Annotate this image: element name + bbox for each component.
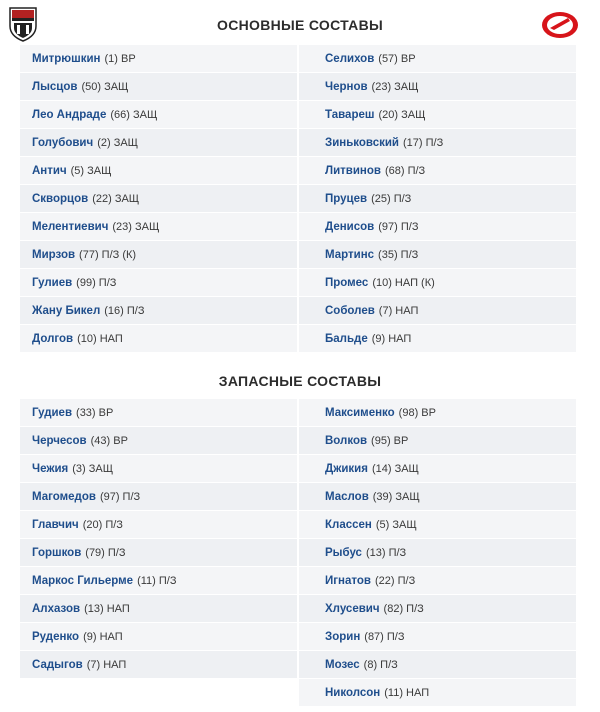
player-number-position: (20) П/З bbox=[82, 518, 123, 531]
player-name[interactable]: Антич bbox=[32, 164, 67, 177]
player-name[interactable]: Соболев bbox=[325, 304, 375, 317]
player-name[interactable]: Алхазов bbox=[32, 602, 81, 615]
player-number-position: (8) П/З bbox=[363, 658, 398, 671]
away-subs-list bbox=[299, 399, 576, 707]
player-name[interactable]: Голубович bbox=[32, 136, 94, 149]
player-number-position: (97) П/З bbox=[99, 490, 141, 503]
player-row bbox=[299, 45, 576, 73]
player-name[interactable]: Зорин bbox=[325, 630, 361, 643]
player-number-position: (5) ЗАЩ bbox=[375, 518, 417, 531]
player-row bbox=[299, 679, 576, 707]
player-row bbox=[299, 623, 576, 651]
player-row bbox=[299, 101, 576, 129]
player-number-position: (43) ВР bbox=[90, 434, 128, 447]
player-name[interactable]: Магомедов bbox=[32, 490, 96, 503]
player-name[interactable]: Руденко bbox=[32, 630, 80, 643]
player-name[interactable]: Чернов bbox=[325, 80, 368, 93]
player-number-position: (23) ЗАЩ bbox=[371, 80, 419, 93]
player-number-position: (35) П/З bbox=[378, 248, 419, 261]
player-name[interactable]: Маркос Гильерме bbox=[32, 574, 134, 587]
away-starters-list bbox=[299, 45, 576, 353]
player-number-position: (66) ЗАЩ bbox=[110, 108, 158, 121]
player-name[interactable]: Бальде bbox=[325, 332, 368, 345]
player-number-position: (95) ВР bbox=[371, 434, 409, 447]
player-name[interactable]: Гудиев bbox=[32, 406, 73, 419]
player-row bbox=[299, 129, 576, 157]
player-number-position: (7) НАП bbox=[86, 658, 127, 671]
player-name[interactable]: Долгов bbox=[32, 332, 74, 345]
player-number-position: (87) П/З bbox=[364, 630, 405, 643]
player-name[interactable]: Жану Бикел bbox=[32, 304, 101, 317]
player-name[interactable]: Главчич bbox=[32, 518, 79, 531]
player-name[interactable]: Хлусевич bbox=[325, 602, 380, 615]
player-row bbox=[20, 651, 297, 679]
player-name[interactable]: Чежия bbox=[32, 462, 69, 475]
player-number-position: (50) ЗАЩ bbox=[81, 80, 129, 93]
player-row bbox=[20, 483, 297, 511]
player-row bbox=[20, 325, 297, 353]
player-number-position: (13) П/З bbox=[365, 546, 407, 559]
player-number-position: (16) П/З bbox=[104, 304, 145, 317]
player-name[interactable]: Мозес bbox=[325, 658, 360, 671]
player-name[interactable]: Литвинов bbox=[325, 164, 381, 177]
player-number-position: (20) ЗАЩ bbox=[378, 108, 426, 121]
player-name[interactable]: Тавареш bbox=[325, 108, 375, 121]
player-row bbox=[20, 269, 297, 297]
player-name[interactable]: Зиньковский bbox=[325, 136, 399, 149]
player-number-position: (11) П/З bbox=[137, 574, 177, 587]
substitutes-title: ЗАПАСНЫЕ СОСТАВЫ bbox=[218, 373, 382, 389]
player-row bbox=[299, 483, 576, 511]
player-row bbox=[299, 539, 576, 567]
player-row bbox=[299, 455, 576, 483]
player-number-position: (7) НАП bbox=[378, 304, 419, 317]
player-row bbox=[299, 73, 576, 101]
player-name[interactable]: Мартинс bbox=[325, 248, 375, 261]
player-row bbox=[20, 297, 297, 325]
player-name[interactable]: Митрюшкин bbox=[32, 52, 101, 65]
player-number-position: (13) НАП bbox=[84, 602, 130, 615]
player-name[interactable]: Игнатов bbox=[325, 574, 371, 587]
player-row bbox=[299, 511, 576, 539]
player-row bbox=[299, 595, 576, 623]
player-name[interactable]: Лысцов bbox=[32, 80, 78, 93]
player-name[interactable]: Денисов bbox=[325, 220, 375, 233]
player-number-position: (1) ВР bbox=[104, 52, 136, 65]
player-number-position: (77) П/З (К) bbox=[79, 248, 137, 261]
player-number-position: (3) ЗАЩ bbox=[72, 462, 114, 475]
player-name[interactable]: Максименко bbox=[325, 406, 395, 419]
player-row bbox=[299, 157, 576, 185]
player-name[interactable]: Лео Андраде bbox=[32, 108, 107, 121]
home-starters-list bbox=[20, 45, 297, 353]
player-row bbox=[20, 213, 297, 241]
player-row bbox=[20, 511, 297, 539]
player-number-position: (22) ЗАЩ bbox=[92, 192, 140, 205]
player-name[interactable]: Черчесов bbox=[32, 434, 87, 447]
player-name[interactable]: Селихов bbox=[325, 52, 375, 65]
player-row bbox=[299, 241, 576, 269]
lineup-header bbox=[0, 0, 600, 45]
player-row bbox=[20, 73, 297, 101]
player-name[interactable]: Маслов bbox=[325, 490, 369, 503]
player-row bbox=[20, 595, 297, 623]
player-row bbox=[20, 101, 297, 129]
player-row bbox=[20, 129, 297, 157]
player-row bbox=[20, 455, 297, 483]
player-row bbox=[20, 157, 297, 185]
player-name[interactable]: Мелентиевич bbox=[32, 220, 109, 233]
player-number-position: (79) П/З bbox=[85, 546, 126, 559]
player-name[interactable]: Гулиев bbox=[32, 276, 73, 289]
player-row bbox=[20, 539, 297, 567]
player-number-position: (57) ВР bbox=[378, 52, 416, 65]
player-name[interactable]: Пруцев bbox=[325, 192, 368, 205]
player-row bbox=[20, 185, 297, 213]
player-row bbox=[299, 399, 576, 427]
player-row bbox=[299, 427, 576, 455]
player-name[interactable]: Горшков bbox=[32, 546, 82, 559]
player-number-position: (10) НАП bbox=[77, 332, 123, 345]
player-number-position: (39) ЗАЩ bbox=[372, 490, 420, 503]
player-row bbox=[20, 567, 297, 595]
player-name[interactable]: Классен bbox=[325, 518, 372, 531]
player-number-position: (25) П/З bbox=[371, 192, 412, 205]
player-row bbox=[20, 427, 297, 455]
player-row bbox=[20, 623, 297, 651]
player-row bbox=[299, 651, 576, 679]
player-name[interactable]: Промес bbox=[325, 276, 369, 289]
player-number-position: (5) ЗАЩ bbox=[70, 164, 112, 177]
player-row bbox=[299, 269, 576, 297]
player-number-position: (23) ЗАЩ bbox=[112, 220, 160, 233]
player-name[interactable]: Джикия bbox=[325, 462, 368, 475]
player-row bbox=[20, 45, 297, 73]
player-number-position: (2) ЗАЩ bbox=[97, 136, 138, 149]
player-number-position: (14) ЗАЩ bbox=[371, 462, 419, 475]
player-name[interactable]: Волков bbox=[325, 434, 368, 447]
player-number-position: (11) НАП bbox=[384, 686, 430, 699]
player-row bbox=[299, 325, 576, 353]
player-number-position: (68) П/З bbox=[384, 164, 426, 177]
player-number-position: (17) П/З bbox=[403, 136, 444, 149]
player-row bbox=[299, 567, 576, 595]
player-number-position: (10) НАП (К) bbox=[372, 276, 435, 289]
player-row bbox=[20, 399, 297, 427]
player-row bbox=[299, 185, 576, 213]
player-name[interactable]: Рыбус bbox=[325, 546, 362, 559]
player-name[interactable]: Скворцов bbox=[32, 192, 89, 205]
player-number-position: (33) ВР bbox=[76, 406, 114, 419]
player-name[interactable]: Николсон bbox=[325, 686, 381, 699]
player-number-position: (99) П/З bbox=[76, 276, 117, 289]
player-number-position: (97) П/З bbox=[378, 220, 419, 233]
player-number-position: (9) НАП bbox=[371, 332, 412, 345]
player-number-position: (9) НАП bbox=[83, 630, 123, 643]
player-name[interactable]: Мирзов bbox=[32, 248, 76, 261]
player-number-position: (98) ВР bbox=[398, 406, 436, 419]
player-name[interactable]: Садыгов bbox=[32, 658, 83, 671]
player-row bbox=[299, 213, 576, 241]
player-number-position: (22) П/З bbox=[374, 574, 416, 587]
spartak-logo-icon bbox=[540, 10, 580, 40]
player-number-position: (82) П/З bbox=[383, 602, 424, 615]
player-row bbox=[299, 297, 576, 325]
home-subs-list bbox=[20, 399, 297, 679]
player-row bbox=[20, 241, 297, 269]
starting-lineups-title: ОСНОВНЫЕ СОСТАВЫ bbox=[217, 17, 383, 33]
